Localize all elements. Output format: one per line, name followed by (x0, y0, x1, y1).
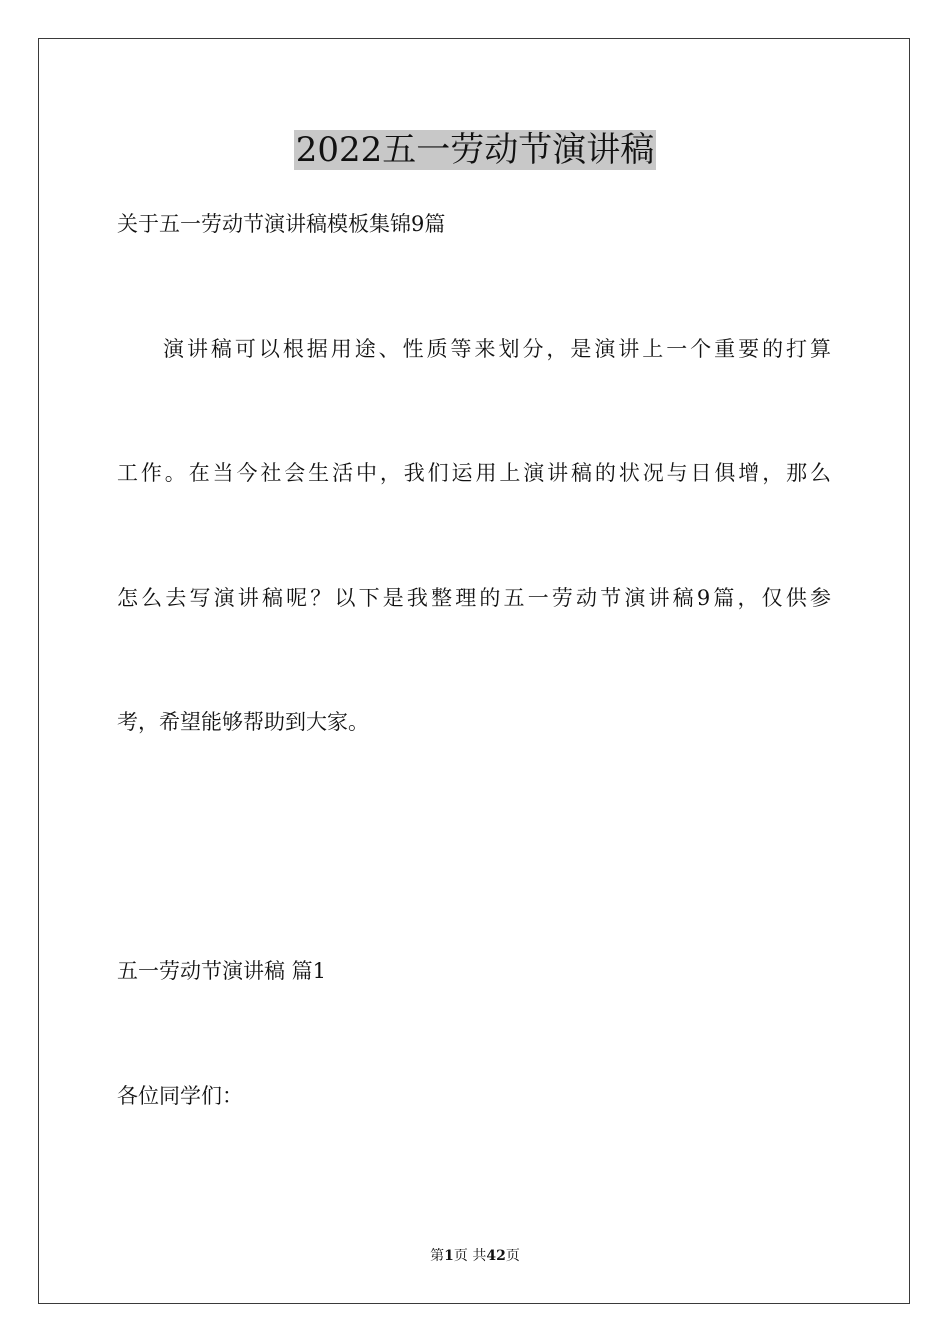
footer-mid: 页 共 (453, 1248, 487, 1264)
intro-line-1: 演讲稿可以根据用途、性质等来划分，是演讲上一个重要的打算 (163, 337, 831, 361)
footer-page-number: 1 (444, 1248, 454, 1264)
section-heading: 五一劳动节演讲稿 篇1 (117, 959, 327, 983)
intro-line-3: 怎么去写演讲稿呢？以下是我整理的五一劳动节演讲稿9篇，仅供参 (117, 586, 831, 610)
salutation: 各位同学们： (117, 1084, 243, 1108)
page-footer (0, 1246, 950, 1266)
footer-page-total: 42 (486, 1248, 506, 1264)
document-subtitle: 关于五一劳动节演讲稿模板集锦9篇 (117, 212, 446, 236)
footer-prefix: 第 (430, 1248, 445, 1264)
document-title-text: 2022五一劳动节演讲稿 (295, 130, 655, 170)
intro-line-2: 工作。在当今社会生活中，我们运用上演讲稿的状况与日俱增，那么 (117, 461, 831, 485)
footer-suffix: 页 (505, 1248, 520, 1264)
document-title (0, 128, 950, 172)
intro-line-4: 考，希望能够帮助到大家。 (117, 710, 369, 734)
